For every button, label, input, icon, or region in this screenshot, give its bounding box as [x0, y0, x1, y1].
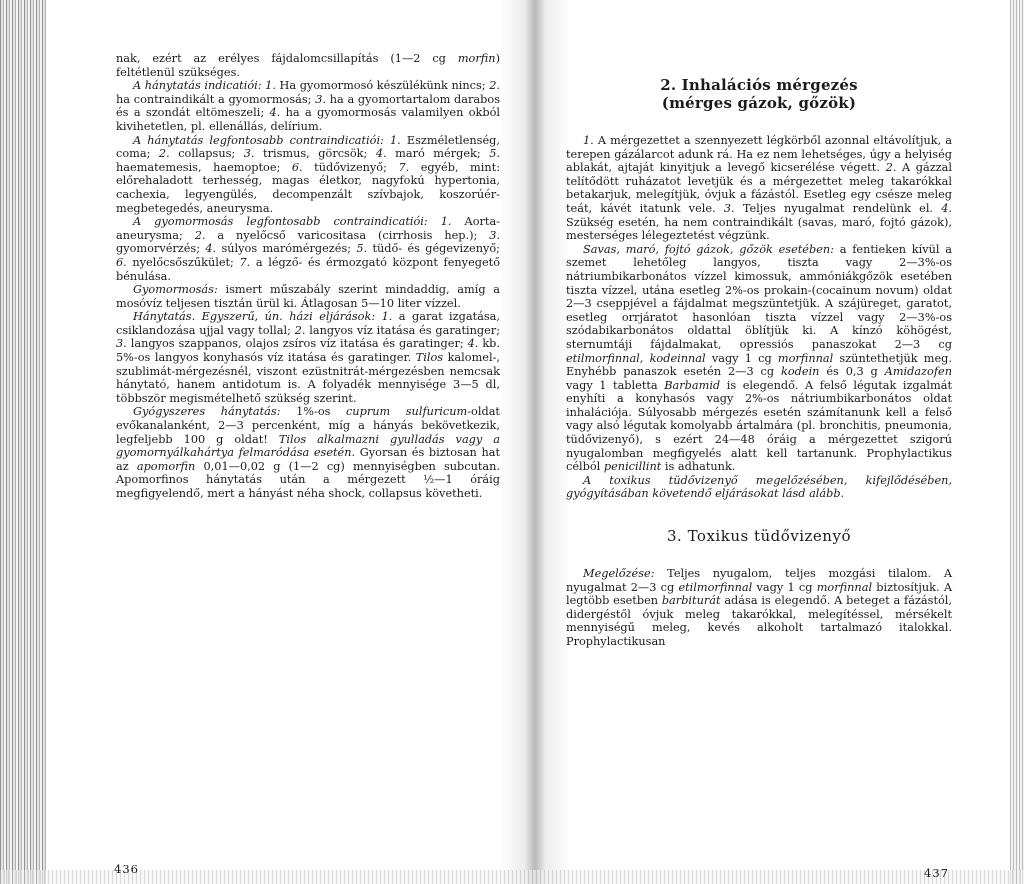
page-number-left: 436 [114, 862, 139, 876]
text: collapsus; [169, 147, 244, 161]
text: a garat izgatása, csiklandozása ujjal vagy tollal; [116, 310, 500, 337]
italic-text: Gyógyszeres hánytatás: [133, 405, 281, 419]
text: maró mérgek; [386, 147, 490, 161]
italic-text: 3. [116, 337, 127, 351]
left-page [116, 52, 500, 501]
text: Teljes nyugalmat rendelünk el. [734, 201, 942, 215]
text: nak, ezért az erélyes fájdalomcsillapítás (1—2 cg [116, 52, 458, 65]
book-gutter-shadow [500, 0, 570, 884]
italic-text: Gyomormosás: [133, 283, 218, 297]
text: ha contraindikált a gyomormosás; [116, 92, 316, 106]
italic-text: morfin [457, 52, 496, 65]
left-page-body [116, 52, 500, 501]
italic-text: 4. [269, 106, 281, 120]
text: ismert műszabály szerint mindaddig, amíg a mosóvíz teljesen tisztán ürül ki. Átlagosan 5—10 liter vízzel. [116, 283, 500, 310]
italic-text: kodein [781, 365, 820, 379]
italic-text: 2. [158, 147, 170, 161]
text: is elegendő. A felső légutak izgalmát enyhíti a konyhasós vagy 2%-os nátriumbikarbonátos oldat inhalációja. Súlyosabb mérgezés esetén számítanunk kell a felső vagy alsó légutak komolyabb ártalmára (pl. bronchitis, pneumonia, tüdővizenyő), s ezért 24—48 óráig a mérgezettet szigorú nyugalomban megfigyelés alatt kell tartanunk. Prophylactikus célból [566, 378, 952, 474]
text: Szükség esetén, ha nem contraindikált (savas, maró, fojtó gázok), mesterséges lélegeztetést végzünk. [566, 215, 952, 243]
text: a fentieken kívül a szemet lehetőleg langyos, tiszta vagy 2—3%-os nátriumbikarbonátos vízzel kimossuk, ammóniákgőzök esetében tiszta vízzel, utána esetleg 2%-os prokain-(cocainum novum) oldat 2—3 cseppjével a fájdalmat megszüntetjük. A szájüreget, garatot, esetleg orrjáratot hasonlóan tiszta vízzel vagy 2—3%-os szódabikarbonátos oldattal öblítjük ki. A kínzó köhögést, sternumtáji fájdalmakat, opressiós panaszokat 2—3 cg [566, 242, 952, 351]
italic-text: Tilos [415, 351, 444, 365]
text: vagy 1 cg [705, 351, 778, 365]
text: trismus, görcsök; [254, 147, 376, 161]
text: és 0,3 g [819, 365, 885, 379]
italic-text: 4. [205, 242, 217, 256]
text: is adhatunk. [661, 460, 736, 474]
text: Teljes nyugalom, teljes mozgási tilalom. A nyugalmat 2—3 cg [566, 567, 952, 594]
text: tüdővizenyő; [302, 160, 399, 174]
text: ha a gyomormosás valamilyen okból kivihetetlen, pl. ellenállás, delírium. [116, 106, 500, 133]
paragraph [116, 79, 500, 133]
italic-text: 3. [315, 92, 326, 106]
italic-text: 3. [489, 228, 500, 242]
text: adása is elegendő. A beteget a fázástól, didergéstől óvjuk meleg takarókkal, melegítéssel, mérsékelt mennyiségű meleg, kevés alkoholt tartalmazó italokkal. Prophylactikusan [566, 594, 952, 648]
italic-text: Amidazofen [884, 365, 953, 379]
italic-text: 3. [723, 201, 735, 215]
italic-text: 4. [941, 201, 952, 215]
italic-text: Savas, maró, fojtó gázok, gőzök esetében: [583, 242, 834, 256]
text: gyomorvérzés; [116, 242, 206, 256]
text: haematemesis, haemoptoe; [116, 160, 292, 174]
paragraph [116, 405, 500, 500]
section-3-body [566, 567, 952, 649]
section-2-heading [566, 76, 952, 112]
text: nyelőcsőszűkület; [126, 255, 240, 269]
italic-text: 5. [356, 242, 368, 256]
italic-text: 6. [291, 160, 303, 174]
text: szüntethetjük meg. Enyhébb panaszok esetén 2—3 cg [566, 351, 953, 379]
italic-text: 4. [375, 147, 387, 161]
text: tüdő- és gégevizenyő; [367, 242, 500, 256]
text: 0,01—0,02 g (1—2 cg) mennyiségben subcutan. Apomorfinos hánytatás után a mérgezett ½—1 óráig megfigyelendő, mert a hányást néha shock, collapsus követheti. [116, 459, 501, 500]
text: langyos szappanos, olajos zsíros víz itatása és garatinger; [126, 337, 468, 351]
section-3-heading [566, 527, 952, 545]
paragraph [566, 243, 952, 474]
italic-text: morfinnal [777, 351, 834, 365]
section-3-title: 3. Toxikus tüdővizenyő [667, 527, 851, 546]
italic-text: A hánytatás indicatiói: 1. [133, 79, 276, 93]
italic-text: cuprum sulfuricum [345, 405, 468, 419]
text: a légző- és érmozgató központ fenyegető bénulása. [116, 255, 501, 283]
paragraph [116, 52, 500, 79]
italic-text: Megelőzése: [583, 567, 655, 581]
text: ha a gyomortartalom darabos és a szondát eltömeszeli; [116, 92, 500, 120]
paragraph [116, 283, 500, 310]
text: A mérgezettet a szennyezett légkörből azonnal eltávolítjuk, a terepen gázálarcot adunk rá. Ha ez nem lehetséges, úgy a helyiség ablakát, ajtaját kinyitjuk a levegő kicserélése végett. [566, 134, 952, 175]
italic-text: A hánytatás legfontosabb contraindicatiói: 1. [133, 133, 401, 147]
section-2-body [566, 134, 952, 501]
text: ) feltétlenül szükséges. [116, 52, 500, 79]
page-number-right: 437 [924, 866, 949, 880]
paragraph [116, 215, 500, 283]
italic-text: etilmorfinnal [678, 580, 753, 594]
paragraph [116, 134, 500, 216]
italic-text: 1. [583, 134, 594, 147]
paragraph [116, 310, 500, 405]
italic-text: 5. [489, 147, 500, 161]
italic-text: 3. [243, 147, 255, 161]
text: kb. 5%-os langyos konyhasós víz itatása és garatinger. [116, 337, 500, 365]
text: vagy 1 tabletta [566, 378, 665, 392]
italic-text: Tilos alkalmazni gyulladás vagy a gyomornyálkahártya felmaródása esetén. [116, 432, 501, 460]
scan-bottom-edge [0, 870, 1024, 884]
scan-left-edge [0, 0, 46, 884]
italic-text: morfinnal [816, 580, 873, 594]
text: A gázzal telítődött ruházatot levetjük és a mérgezettet meleg takarókkal betakarjuk, melegítjük, óvjuk a fázástól. Esetleg egy csésze meleg teát, kávét itatunk vele. [566, 161, 952, 215]
text: kalomel-, szublimát-mérgezésnél, viszont ezüstnitrát-mérgezésben nemcsak hánytató, hanem antidotum is. A folyadék mennyisége 3—5 dl, többször megismételhető szükség szerint. [116, 351, 500, 405]
text: biztosítjuk. A legtöbb esetben [566, 580, 952, 608]
italic-text: 4. [467, 337, 479, 351]
text: a nyelőcső varicositasa (cirrhosis hep.); [205, 228, 490, 242]
text: -oldat evőkanalanként, 2—3 percenként, míg a hányás bekövetkezik, legfeljebb 100 g oldat! [116, 405, 500, 446]
text: langyos víz itatása és garatinger; [305, 323, 501, 337]
text: vagy 1 cg [752, 580, 817, 594]
italic-text: 2. [294, 323, 306, 337]
italic-text: barbiturát [661, 594, 721, 608]
scan-right-edge [1010, 0, 1024, 884]
italic-text: A toxikus tüdővizenyő megelőzésében, kifejlődésében, gyógyításában követendő eljárásokat lásd alább. [566, 473, 952, 501]
italic-text: 2. [885, 161, 897, 175]
italic-text: 7. [398, 160, 410, 174]
italic-text: apomorfin [136, 459, 196, 473]
italic-text: 2. [489, 79, 500, 93]
text: Gyorsan és biztosan hat az [116, 446, 500, 473]
italic-text: Hánytatás. Egyszerű, ún. házi eljárások: 1. [133, 310, 393, 324]
text: Eszméletlenség, coma; [116, 133, 500, 161]
section-2-title-line1: 2. Inhalációs mérgezés [660, 76, 858, 94]
italic-text: 6. [116, 255, 127, 269]
italic-text: Barbamid [664, 378, 721, 392]
italic-text: 2. [194, 228, 206, 242]
paragraph [566, 567, 952, 649]
italic-text: etilmorfinnal, kodeinnal [566, 351, 706, 365]
italic-text: 7. [239, 255, 251, 269]
text: egyéb, mint: előrehaladott terhesség, magas életkor, nagyfokú hypertonia, cachexia, legyengülés, decompenzált szívbajok, koszorúér-megbetegedés, aneurysma. [116, 160, 500, 215]
italic-text: A gyomormosás legfontosabb contraindicatiói: 1. [133, 215, 452, 229]
text: Ha gyomormosó készülékünk nincs; [275, 79, 490, 93]
right-page [566, 52, 952, 649]
text: Aorta-aneurysma; [116, 215, 500, 242]
text: súlyos marómérgezés; [216, 242, 357, 256]
section-2-title-line2: (mérges gázok, gőzök) [661, 94, 857, 112]
paragraph [566, 474, 952, 501]
text: 1%-os [280, 405, 346, 419]
italic-text: penicillint [603, 460, 662, 474]
paragraph [566, 134, 952, 243]
